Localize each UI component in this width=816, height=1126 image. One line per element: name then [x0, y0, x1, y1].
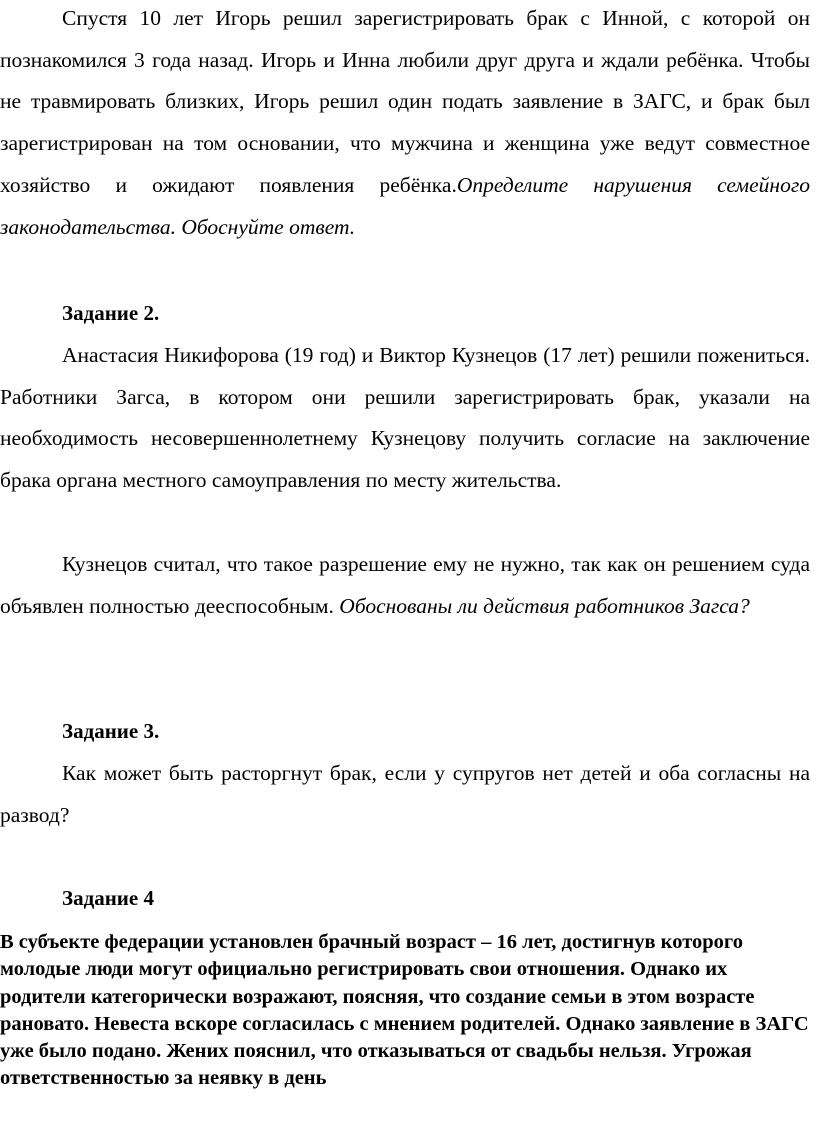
task4-heading: Задание 4 [62, 886, 154, 910]
task2-question: Обоснованы ли действия работников Загса? [339, 593, 750, 618]
task2-paragraph-1: Анастасия Никифорова (19 год) и Виктор Кузнецов (17 лет) решили пожениться. Работники Загса, в котором они решили зарегистрировать брак, указали на необходимость несовершеннолетнему Кузнецову получить согласие на заключение брака органа местного самоуправления по месту жительства. [0, 343, 810, 493]
task2-text-2: Кузнецов считал, что такое разрешение ему не нужно, так как он решением суда объявлен полностью дееспособным. [0, 552, 810, 618]
task1-question: Определите нарушения семейного законодательства. Обоснуйте ответ. [0, 172, 810, 239]
task2-paragraph-2 [0, 544, 810, 627]
task1-paragraph [0, 0, 810, 248]
task3-heading: Задание 3. [62, 719, 160, 743]
task1-text: Спустя 10 лет Игорь решил зарегистрировать брак с Инной, с которой он познакомился 3 года назад. Игорь и Инна любили друг друга и ждали ребёнка. Чтобы не травмировать близких, Игорь решил один подать заявление в ЗАГС, и брак был зарегистрирован на том основании, что мужчина и женщина уже ведут совместное хозяйство и ожидают появления ребёнка. [0, 6, 810, 197]
task4-paragraph: В субъекте федерации установлен брачный возраст – 16 лет, достигнув которого молодые люди могут официально регистрировать свои отношения. Однако их родители категорически возражают, поясняя, что создание семьи в этом возрасте рановато. Невеста вскоре согласилась с мнением родителей. Однако заявление в ЗАГС уже было подано. Жених пояснил, что отказываться от свадьбы нельзя. Угрожая ответственностью за неявку в день [0, 931, 809, 1090]
task3-paragraph: Как может быть расторгнут брак, если у супругов нет детей и оба согласны на развод? [0, 761, 810, 827]
task2-heading: Задание 2. [62, 301, 160, 325]
